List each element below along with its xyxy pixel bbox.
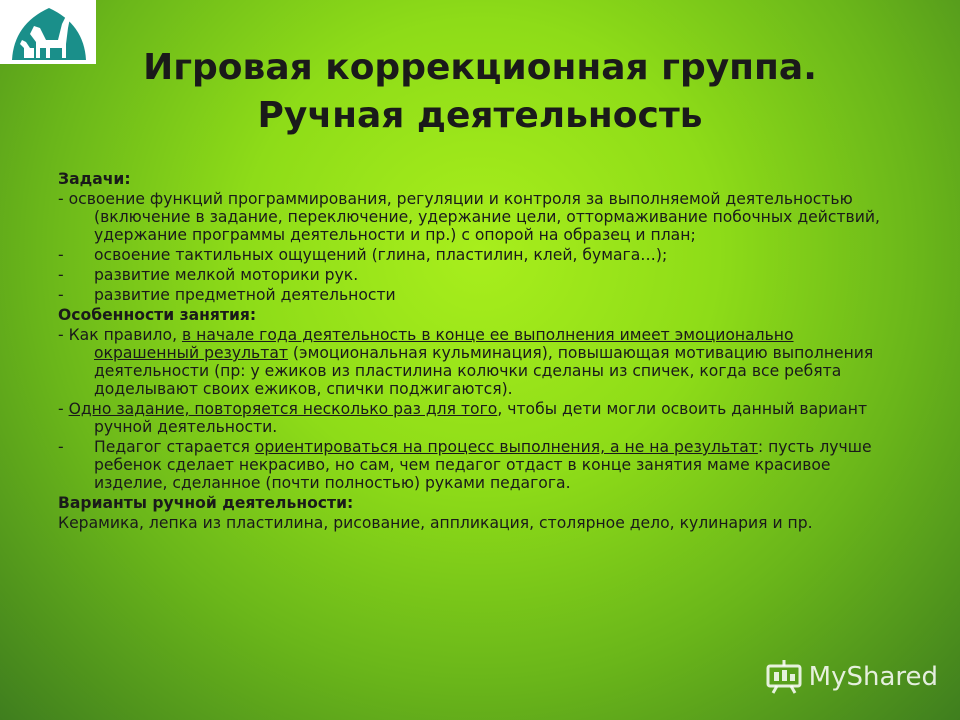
variants-text: Керамика, лепка из пластилина, рисование, аппликация, столярное дело, кулинария и пр. (58, 514, 813, 532)
task-item-4 (58, 286, 898, 304)
bullet-dash: - (58, 246, 64, 264)
feature-text: (эмоциональная кульминация), повышающая мотивацию выполнения деятельности (пр: у ежиков из пластилина колючки сделаны из спичек, когда все ребята доделывают своих ежиков, спички поджигаются). (94, 344, 874, 398)
slide-title (80, 44, 880, 140)
task-item-text: освоение тактильных ощущений (глина, пластилин, клей, бумага…); (94, 246, 668, 264)
task-item-2 (58, 246, 898, 264)
feature-item-text (94, 438, 898, 492)
title-line-1: Игровая коррекционная группа. (143, 47, 817, 88)
feature-text: , чтобы дети могли освоить данный вариант ручной деятельности. (94, 400, 868, 436)
task-item-1: - освоение функций программирования, регуляции и контроля за выполняемой деятельностью (включение в задание, переключение, удержание цели, оттормаживание побочных действий, удержание программы деятельности и пр.) с опорой на образец и план; (58, 190, 880, 244)
feature-text: Педагог старается (94, 438, 255, 456)
feature-underlined-text: Одно задание, повторяется несколько раз для того (68, 400, 498, 418)
feature-item-1 (58, 326, 898, 398)
feature-item-2 (58, 400, 898, 436)
feature-item-3 (58, 438, 898, 492)
tasks-heading: Задачи: (58, 170, 131, 188)
variants-heading: Варианты ручной деятельности: (58, 494, 354, 512)
task-item-text: развитие мелкой моторики рук. (94, 266, 359, 284)
bullet-dash: - (58, 286, 64, 304)
task-item-text: развитие предметной деятельности (94, 286, 396, 304)
feature-text: - Как правило, (58, 326, 182, 344)
slide-body (58, 170, 898, 534)
watermark-text: MyShared (808, 662, 938, 692)
features-heading: Особенности занятия: (58, 306, 257, 324)
bullet-dash: - (58, 266, 64, 284)
feature-underlined-text: ориентироваться на процесс выполнения, а не на результат (254, 438, 758, 456)
bullet-dash: - (58, 438, 64, 456)
feature-text: : пусть лучше ребенок сделает некрасиво, но сам, чем педагог отдаст в конце занятия маме красивое изделие, сделанное (почти полностью) руками педагога. (94, 438, 872, 492)
feature-text: - (58, 400, 69, 418)
feature-underlined-text: в начале года деятельность в конце ее выполнения имеет эмоционально окрашенный результат (94, 326, 794, 362)
watermark (765, 660, 938, 694)
presentation-board-icon (765, 660, 803, 694)
task-item-3 (58, 266, 898, 284)
title-line-2: Ручная деятельность (257, 95, 703, 136)
